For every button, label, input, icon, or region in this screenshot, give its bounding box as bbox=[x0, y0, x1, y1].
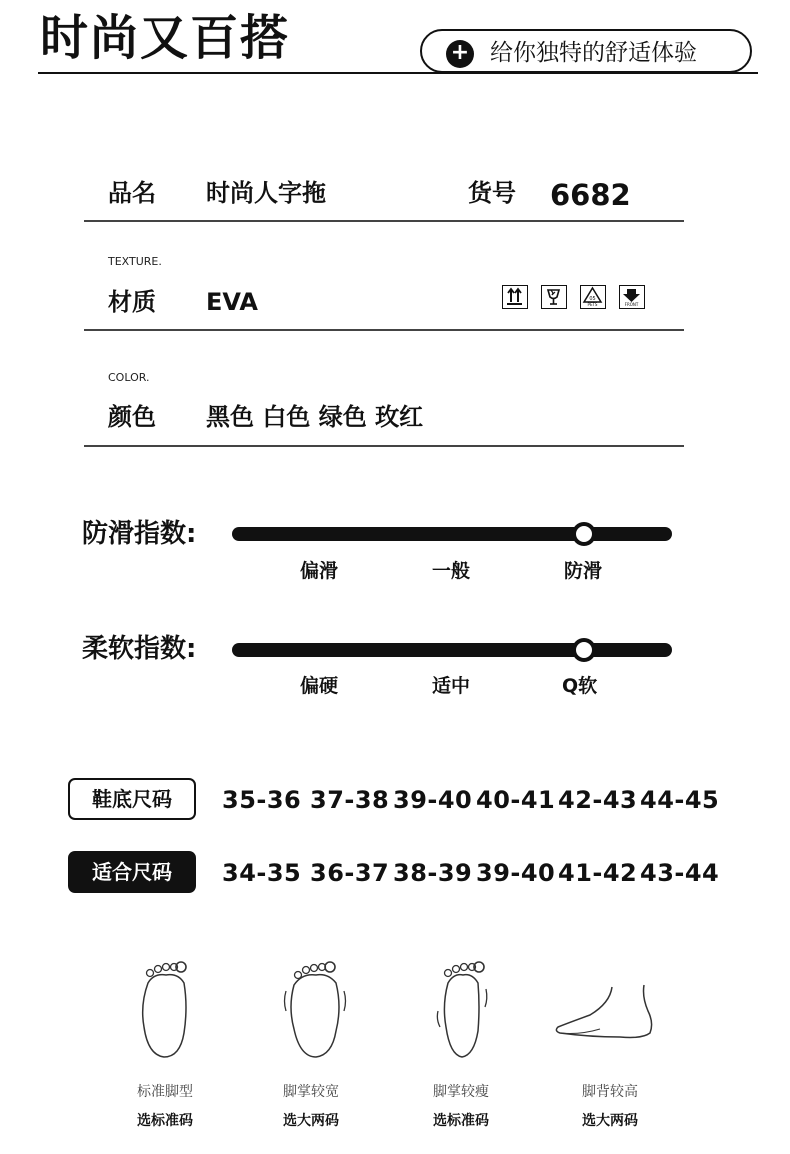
fragile-icon bbox=[541, 285, 567, 309]
this-way-up-icon bbox=[502, 285, 528, 309]
recycle-pets-icon bbox=[580, 285, 606, 309]
texture-en-label: TEXTURE. bbox=[108, 255, 162, 268]
color-value: 黑色 白色 绿色 玫红 bbox=[206, 403, 424, 431]
sole-size-tag: 鞋底尺码 bbox=[68, 778, 196, 820]
texture-value: EVA bbox=[206, 288, 258, 316]
sole-size: 37-38 bbox=[310, 786, 390, 814]
fit-size: 34-35 bbox=[222, 859, 302, 887]
foot-type-title: 脚掌较宽 bbox=[283, 1084, 339, 1100]
sole-size: 44-45 bbox=[640, 786, 720, 814]
front-arrow-icon bbox=[619, 285, 645, 309]
slip-tick-low: 偏滑 bbox=[300, 560, 339, 582]
soft-index-track bbox=[232, 643, 672, 657]
sole-size: 39-40 bbox=[393, 786, 473, 814]
slogan-text: 给你独特的舒适体验 bbox=[490, 40, 697, 66]
front-icon-text: FRONT bbox=[624, 302, 639, 307]
foot-size-advice: 选大两码 bbox=[582, 1113, 638, 1129]
slip-index-knob bbox=[572, 522, 596, 546]
high-instep-foot-icon bbox=[550, 975, 660, 1059]
slip-index-label: 防滑指数: bbox=[82, 519, 197, 549]
foot-size-advice: 选标准码 bbox=[137, 1113, 193, 1129]
fit-size: 41-42 bbox=[558, 859, 638, 887]
texture-label: 材质 bbox=[108, 288, 156, 316]
thin-foot-icon bbox=[428, 955, 498, 1069]
soft-tick-high: Q软 bbox=[562, 675, 598, 697]
fit-size: 38-39 bbox=[393, 859, 473, 887]
wide-foot-icon bbox=[280, 955, 350, 1069]
row-divider bbox=[84, 445, 684, 447]
foot-type-title: 脚掌较瘦 bbox=[433, 1084, 489, 1100]
color-en-label: COLOR. bbox=[108, 371, 150, 384]
sole-size: 40-41 bbox=[476, 786, 556, 814]
code-value: 6682 bbox=[550, 178, 631, 212]
fit-size: 43-44 bbox=[640, 859, 720, 887]
soft-tick-low: 偏硬 bbox=[300, 675, 339, 697]
fit-size-tag: 适合尺码 bbox=[68, 851, 196, 893]
fit-size: 39-40 bbox=[476, 859, 556, 887]
name-label: 品名 bbox=[108, 179, 156, 207]
foot-size-advice: 选大两码 bbox=[283, 1113, 339, 1129]
soft-tick-mid: 适中 bbox=[432, 675, 471, 697]
soft-index-label: 柔软指数: bbox=[82, 634, 197, 664]
page-title: 时尚又百搭 bbox=[40, 10, 291, 66]
foot-size-advice: 选标准码 bbox=[433, 1113, 489, 1129]
fit-size: 36-37 bbox=[310, 859, 390, 887]
row-divider bbox=[84, 220, 684, 222]
foot-type-title: 脚背较高 bbox=[582, 1084, 638, 1100]
standard-foot-icon bbox=[130, 955, 200, 1069]
color-label: 颜色 bbox=[108, 403, 156, 431]
slip-tick-high: 防滑 bbox=[564, 560, 603, 582]
name-value: 时尚人字拖 bbox=[206, 179, 326, 207]
slip-tick-mid: 一般 bbox=[432, 560, 471, 582]
header-divider bbox=[38, 72, 758, 74]
plus-icon: + bbox=[446, 40, 474, 68]
sole-size: 35-36 bbox=[222, 786, 302, 814]
pets-icon-text: PETS bbox=[587, 302, 598, 307]
slip-index-track bbox=[232, 527, 672, 541]
row-divider bbox=[84, 329, 684, 331]
foot-type-title: 标准脚型 bbox=[137, 1084, 193, 1100]
svg-text:05: 05 bbox=[589, 296, 596, 302]
code-label: 货号 bbox=[468, 179, 516, 207]
sole-size: 42-43 bbox=[558, 786, 638, 814]
soft-index-knob bbox=[572, 638, 596, 662]
